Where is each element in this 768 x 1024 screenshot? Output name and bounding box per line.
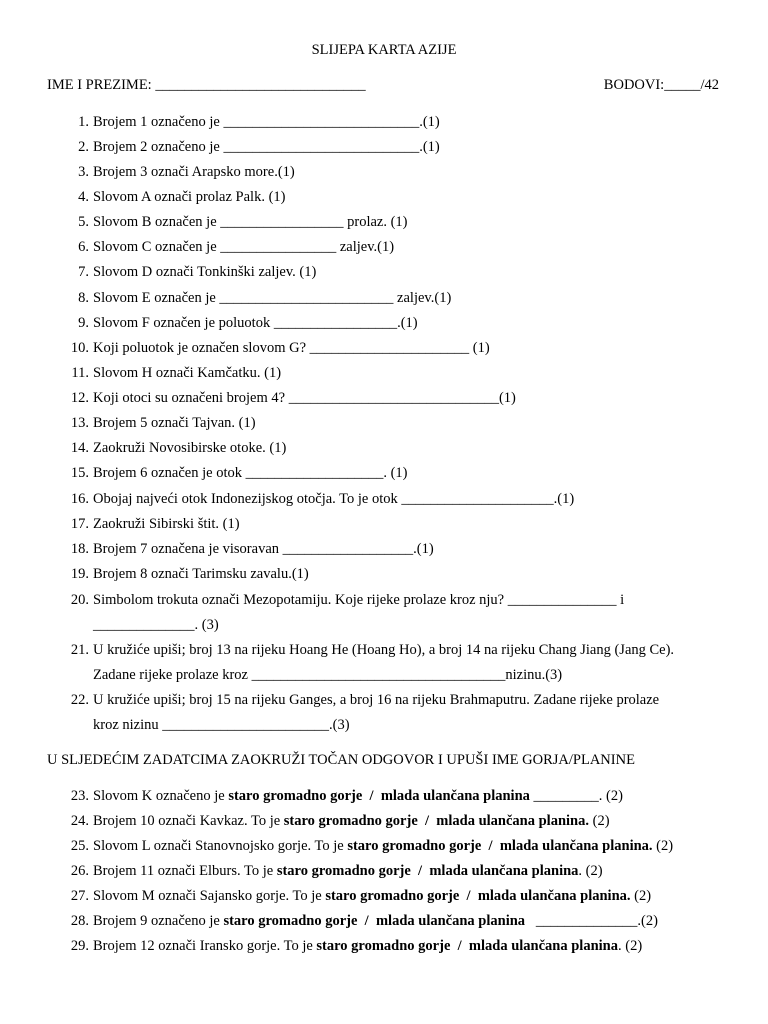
mc-question-item bbox=[70, 809, 720, 834]
question-item bbox=[70, 562, 720, 587]
answer-choices: staro gromadno gorje / mlada ulančana planina bbox=[316, 938, 618, 954]
question-number: 20. bbox=[70, 592, 89, 608]
mc-question-item bbox=[70, 859, 720, 884]
question-number: 14. bbox=[70, 440, 89, 456]
question-text: Slovom F označen je poluotok _________________.(1) bbox=[93, 315, 418, 331]
page-title: SLIJEPA KARTA AZIJE bbox=[311, 42, 457, 58]
question-text: Brojem 2 označeno je ___________________________.(1) bbox=[93, 139, 440, 155]
question-item bbox=[70, 436, 720, 461]
question-number: 1. bbox=[78, 114, 89, 130]
question-item bbox=[70, 688, 720, 738]
question-number: 17. bbox=[70, 516, 89, 532]
question-item bbox=[70, 638, 720, 688]
question-item bbox=[78, 135, 720, 160]
question-item bbox=[78, 210, 720, 235]
question-text: Slovom B označen je _________________ prolaz. (1) bbox=[93, 214, 408, 230]
question-suffix: (2) bbox=[652, 838, 674, 854]
question-text: Brojem 5 označi Tajvan. (1) bbox=[93, 415, 256, 431]
question-text-line1: U kružiće upiši; broj 13 na rijeku Hoang He (Hoang Ho), a broj 14 na rijeku Chang Jiang (Jang Ce). bbox=[93, 642, 675, 658]
question-number: 22. bbox=[70, 692, 89, 708]
answer-choices: staro gromadno gorje / mlada ulančana planina bbox=[276, 863, 579, 879]
question-text: Slovom D označi Tonkinški zaljev. (1) bbox=[93, 264, 317, 280]
question-item bbox=[70, 386, 720, 411]
question-item bbox=[78, 110, 720, 135]
question-number: 5. bbox=[78, 214, 89, 230]
question-item bbox=[78, 185, 720, 210]
question-text-line2: kroz nizinu _______________________.(3) bbox=[93, 717, 350, 733]
question-text: Slovom E označen je ________________________ zaljev.(1) bbox=[93, 290, 452, 306]
question-number: 12. bbox=[70, 390, 89, 406]
question-suffix: . (2) bbox=[618, 938, 643, 954]
question-suffix: (2) bbox=[589, 813, 610, 829]
question-text: Zaokruži Novosibirske otoke. (1) bbox=[93, 440, 287, 456]
question-number: 18. bbox=[70, 541, 89, 557]
mc-question-item bbox=[70, 909, 720, 934]
question-text: Slovom L označi Stanovnojsko gorje. To je bbox=[93, 838, 348, 854]
question-number: 8. bbox=[78, 290, 89, 306]
question-text: Slovom C označen je ________________ zaljev.(1) bbox=[93, 239, 395, 255]
question-text-line1: U kružiće upiši; broj 15 na rijeku Ganges, a broj 16 na rijeku Brahmaputru. Zadane rijeke prolaze bbox=[93, 692, 660, 708]
mc-question-item bbox=[70, 834, 720, 859]
mc-question-item bbox=[70, 784, 720, 809]
question-text: Brojem 3 označi Arapsko more.(1) bbox=[93, 164, 295, 180]
question-suffix: _________. (2) bbox=[529, 788, 623, 804]
question-item bbox=[70, 336, 720, 361]
answer-choices: staro gromadno gorje / mlada ulančana planina. bbox=[347, 838, 653, 854]
question-number: 25. bbox=[70, 838, 89, 854]
question-number: 16. bbox=[70, 491, 89, 507]
answer-choices: staro gromadno gorje / mlada ulančana planina bbox=[223, 913, 526, 929]
question-suffix: ______________.(2) bbox=[525, 913, 658, 929]
question-text: Slovom A označi prolaz Palk. (1) bbox=[93, 189, 286, 205]
question-text: Koji otoci su označeni brojem 4? _____________________________(1) bbox=[93, 390, 516, 406]
question-item bbox=[70, 512, 720, 537]
question-number: 23. bbox=[70, 788, 89, 804]
question-item bbox=[78, 286, 720, 311]
question-number: 2. bbox=[78, 139, 89, 155]
question-number: 3. bbox=[78, 164, 89, 180]
question-text: Brojem 1 označeno je ___________________________.(1) bbox=[93, 114, 440, 130]
mc-question-item bbox=[70, 884, 720, 909]
question-text: Brojem 11 označi Elburs. To je bbox=[93, 863, 277, 879]
question-text: Koji poluotok je označen slovom G? ______________________ (1) bbox=[93, 340, 490, 356]
question-number: 10. bbox=[70, 340, 89, 356]
question-text: Brojem 12 označi Iransko gorje. To je bbox=[93, 938, 317, 954]
section-heading: U SLJEDEĆIM ZADATCIMA ZAOKRUŽI TOČAN ODGOVOR I UPUŠI IME GORJA/PLANINE bbox=[47, 752, 635, 768]
question-number: 26. bbox=[70, 863, 89, 879]
question-item bbox=[70, 487, 720, 512]
question-number: 13. bbox=[70, 415, 89, 431]
question-item bbox=[70, 588, 720, 638]
question-text: Brojem 6 označen je otok ___________________. (1) bbox=[93, 465, 408, 481]
question-text-line2: ______________. (3) bbox=[93, 617, 219, 633]
question-number: 24. bbox=[70, 813, 89, 829]
question-number: 7. bbox=[78, 264, 89, 280]
question-number: 28. bbox=[70, 913, 89, 929]
question-number: 4. bbox=[78, 189, 89, 205]
question-number: 19. bbox=[70, 566, 89, 582]
answer-choices: staro gromadno gorje / mlada ulančana planina. bbox=[283, 813, 589, 829]
answer-choices: staro gromadno gorje / mlada ulančana planina. bbox=[325, 888, 631, 904]
question-item bbox=[70, 461, 720, 486]
question-text-line1: Simbolom trokuta označi Mezopotamiju. Koje rijeke prolaze kroz nju? _______________ i bbox=[93, 592, 625, 608]
question-number: 6. bbox=[78, 239, 89, 255]
question-text: Brojem 10 označi Kavkaz. To je bbox=[93, 813, 284, 829]
question-text: Brojem 9 označeno je bbox=[93, 913, 224, 929]
question-item bbox=[70, 411, 720, 436]
question-number: 29. bbox=[70, 938, 89, 954]
question-text: Slovom H označi Kamčatku. (1) bbox=[93, 365, 282, 381]
question-text: Slovom K označeno je bbox=[93, 788, 229, 804]
question-item bbox=[78, 160, 720, 185]
question-text-line2: Zadane rijeke prolaze kroz ___________________________________nizinu.(3) bbox=[93, 667, 563, 683]
question-text: Obojaj najveći otok Indonezijskog otočja. To je otok _____________________.(1) bbox=[93, 491, 575, 507]
question-number: 27. bbox=[70, 888, 89, 904]
question-text: Slovom M označi Sajansko gorje. To je bbox=[93, 888, 326, 904]
mc-question-item bbox=[70, 934, 720, 959]
question-item bbox=[71, 361, 720, 386]
question-item bbox=[78, 260, 720, 285]
question-suffix: . (2) bbox=[578, 863, 603, 879]
question-item bbox=[70, 537, 720, 562]
question-number: 15. bbox=[70, 465, 89, 481]
question-number: 9. bbox=[78, 315, 89, 331]
question-text: Brojem 8 označi Tarimsku zavalu.(1) bbox=[93, 566, 309, 582]
question-item bbox=[78, 311, 720, 336]
question-suffix: (2) bbox=[630, 888, 652, 904]
answer-choices: staro gromadno gorje / mlada ulančana planina bbox=[228, 788, 530, 804]
question-text: Zaokruži Sibirski štit. (1) bbox=[93, 516, 240, 532]
question-item bbox=[78, 235, 720, 260]
name-field-label: IME I PREZIME: _____________________________ bbox=[47, 77, 366, 93]
question-text: Brojem 7 označena je visoravan __________________.(1) bbox=[93, 541, 434, 557]
question-number: 11. bbox=[71, 365, 89, 381]
points-field-label: BODOVI:_____/42 bbox=[603, 77, 719, 93]
question-number: 21. bbox=[70, 642, 89, 658]
